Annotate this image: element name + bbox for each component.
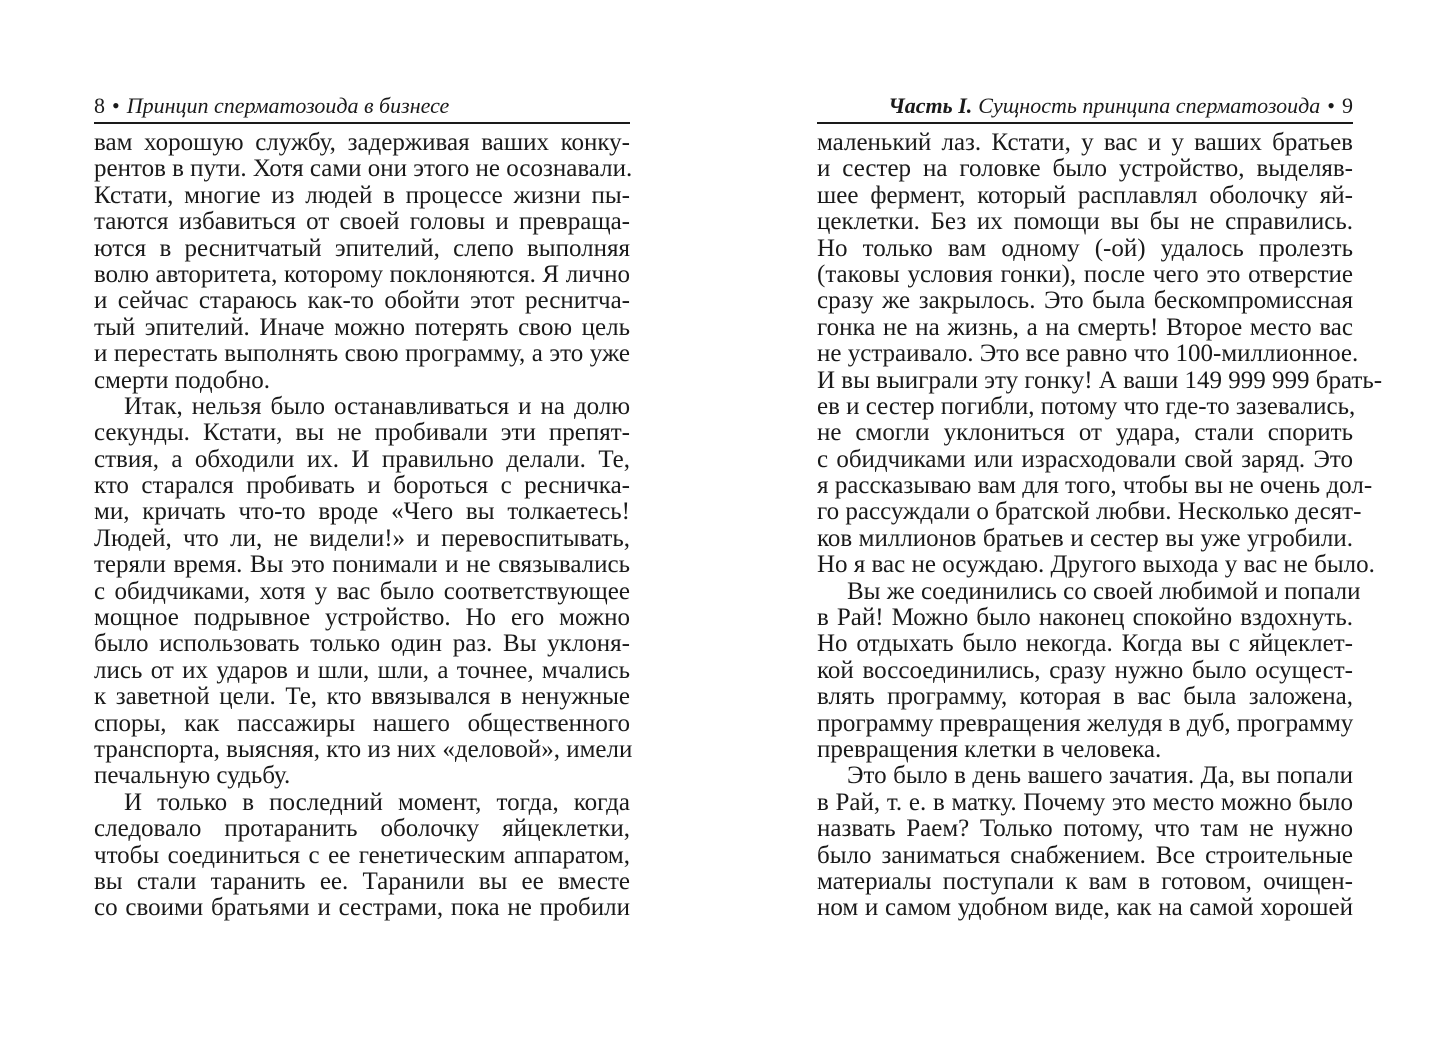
text-line: в Рай, т. е. в матку. Почему это место можно было	[817, 788, 1353, 816]
text-line: к заветной цели. Те, кто ввязывался в ненужные	[94, 683, 630, 711]
text-line: И вы выиграли эту гонку! А ваши 149 999 999 брать-	[817, 366, 1383, 394]
text-line: ном и самом удобном виде, как на самой хорошей	[817, 894, 1353, 922]
text-line: гонка не на жизнь, а на смерть! Второе место вас	[817, 313, 1353, 341]
text-line: следовало протаранить оболочку яйцеклетки,	[94, 815, 630, 843]
header-bullet: •	[112, 93, 120, 118]
text-line: секунды. Кстати, вы не пробивали эти препят-	[94, 419, 630, 447]
text-line: Но отдыхать было некогда. Когда вы с яйцеклет-	[817, 630, 1353, 658]
left-page-text	[94, 129, 633, 922]
text-line: Но я вас не осуждаю. Другого выхода у вас не было.	[817, 551, 1375, 579]
text-line: кто старался пробивать и бороться с ресничка-	[94, 472, 630, 500]
text-line: с обидчиками, хотя у вас было соответствующее	[94, 577, 630, 605]
text-line: Итак, нельзя было останавливаться и на долю	[124, 392, 630, 420]
right-page-text	[817, 129, 1383, 922]
text-line: ми, кричать что-то вроде «Чего вы толкаетесь!	[94, 498, 630, 526]
text-line: сразу же закрылось. Это была бескомпромиссная	[817, 287, 1353, 315]
text-line: не смогли уклониться от удара, стали спорить	[817, 419, 1353, 447]
text-line: и сестер на головке было устройство, выделяв-	[817, 155, 1353, 183]
right-running-header	[817, 92, 1353, 124]
right-part-label: Часть I.	[888, 93, 973, 118]
text-line: со своими братьями и сестрами, пока не пробили	[94, 894, 630, 922]
text-line: Кстати, многие из людей в процессе жизни пы-	[94, 181, 630, 209]
text-line: в Рай! Можно было наконец спокойно вздохнуть.	[817, 604, 1353, 632]
text-line: маленький лаз. Кстати, у вас и у ваших братьев	[817, 129, 1353, 156]
text-line: с обидчиками или израсходовали свой заряд. Это	[817, 445, 1353, 473]
text-line: вам хорошую службу, задерживая ваших конку-	[94, 129, 630, 156]
right-page-number: 9	[1342, 93, 1353, 118]
text-line: материалы поступали к вам в готовом, очищен-	[817, 867, 1353, 895]
text-line: ков миллионов братьев и сестер вы уже угробили.	[817, 524, 1353, 552]
text-line: И только в последний момент, тогда, когда	[124, 788, 630, 816]
text-line: смерти подобно.	[94, 366, 270, 394]
text-line: транспорта, выясняя, кто из них «деловой», имели	[94, 735, 633, 763]
text-line: кой воссоединились, сразу нужно было осущест-	[817, 656, 1353, 684]
text-line: программу превращения желудя в дуб, программу	[817, 709, 1354, 737]
text-line: споры, как пассажиры нашего общественного	[94, 709, 630, 737]
text-line: вы стали таранить ее. Таранили вы ее вместе	[94, 867, 630, 895]
text-line: было заниматься снабжением. Все строительные	[817, 841, 1353, 869]
left-page-number: 8	[94, 93, 105, 118]
text-line: было использовать только один раз. Вы уклоня-	[94, 630, 630, 658]
right-running-title: Сущность принципа сперматозоида	[978, 93, 1321, 118]
text-line: Но только вам одному (-ой) удалось пролезть	[817, 234, 1353, 262]
text-line: ются в реснитчатый эпителий, слепо выполняя	[94, 234, 630, 262]
text-line: назвать Раем? Только потому, что там не нужно	[817, 815, 1353, 843]
text-line: лись от их ударов и шли, шли, а точнее, мчались	[94, 656, 630, 684]
text-line: мощное подрывное устройство. Но его можно	[94, 604, 630, 632]
text-line: рентов в пути. Хотя сами они этого не осознавали.	[94, 155, 633, 183]
left-running-header	[94, 92, 630, 124]
text-line: влять программу, которая в вас была заложена,	[817, 683, 1353, 711]
text-line: печальную судьбу.	[94, 762, 291, 790]
text-line: таются избавиться от своей головы и превраща-	[94, 208, 630, 236]
text-line: и перестать выполнять свою программу, а это уже	[94, 340, 630, 368]
text-line: и сейчас стараюсь как-то обойти этот реснитча-	[94, 287, 630, 315]
text-line: волю авторитета, которому поклоняются. Я лично	[94, 260, 630, 288]
text-line: Вы же соединились со своей любимой и попали	[847, 577, 1361, 605]
header-bullet: •	[1327, 93, 1335, 118]
text-line: Людей, что ли, не видели!» и перевоспитывать,	[94, 524, 630, 552]
text-line: превращения клетки в человека.	[817, 735, 1162, 763]
text-line: шее фермент, который расплавлял оболочку яй-	[817, 181, 1353, 209]
text-line: чтобы соединиться с ее генетическим аппаратом,	[94, 841, 630, 869]
text-line: я рассказываю вам для того, чтобы вы не очень дол-	[817, 472, 1373, 500]
left-page	[94, 92, 633, 922]
text-line: тый эпителий. Иначе можно потерять свою цель	[94, 313, 630, 341]
text-line: го рассуждали о братской любви. Несколько десят-	[817, 498, 1362, 526]
right-page	[817, 92, 1383, 922]
text-line: Это было в день вашего зачатия. Да, вы попали	[847, 762, 1353, 790]
text-line: не устраивало. Это все равно что 100-миллионное.	[817, 340, 1359, 368]
text-line: цеклетки. Без их помощи вы бы не справились.	[817, 208, 1353, 236]
text-line: ев и сестер погибли, потому что где-то зазевались,	[817, 392, 1356, 420]
text-line: (таковы условия гонки), после чего это отверстие	[817, 260, 1353, 288]
left-running-title: Принцип сперматозоида в бизнесе	[126, 93, 450, 118]
text-line: теряли время. Вы это понимали и не связывались	[94, 551, 630, 579]
text-line: ствия, а обходили их. И правильно делали. Те,	[94, 445, 630, 473]
